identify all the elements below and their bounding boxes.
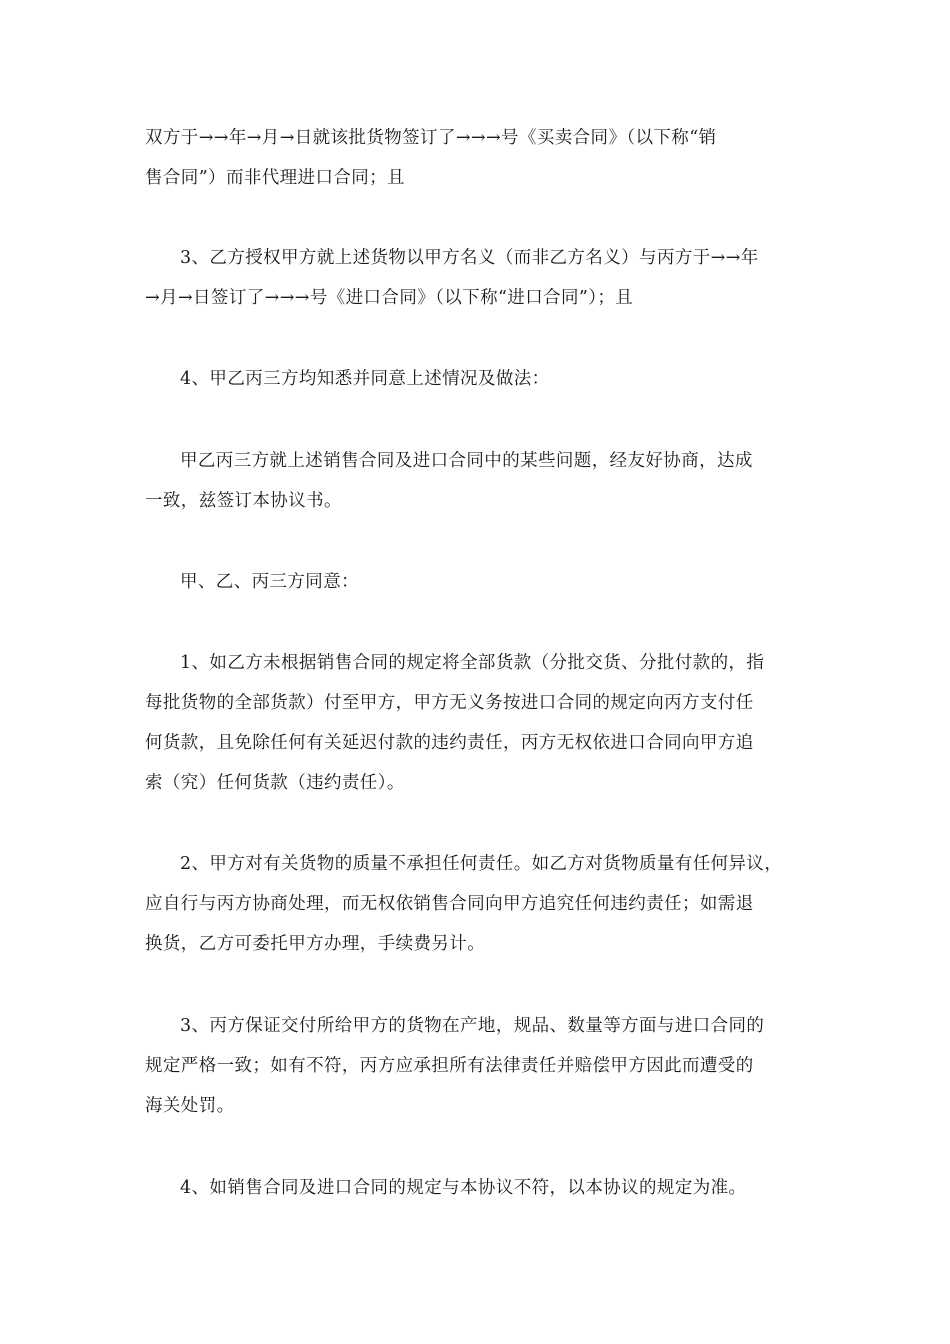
text-line: 双方于→→年→月→日就该批货物签订了→→→号《买卖合同》（以下称“销 <box>145 128 717 148</box>
paragraph-term-2 <box>145 844 815 964</box>
paragraph-term-4 <box>145 1168 815 1208</box>
text-line: 售合同”）而非代理进口合同；且 <box>145 168 405 188</box>
text-line: 甲乙丙三方就上述销售合同及进口合同中的某些问题，经友好协商，达成 <box>180 451 753 471</box>
text-line: 何货款，且免除任何有关延迟付款的违约责任，丙方无权依进口合同向甲方追 <box>145 733 754 753</box>
text-line: 海关处罚。 <box>145 1096 235 1116</box>
text-line: 每批货物的全部货款）付至甲方，甲方无义务按进口合同的规定向丙方支付任 <box>145 693 754 713</box>
text-line: 索（究）任何货款（违约责任）。 <box>145 773 405 793</box>
text-line: 换货，乙方可委托甲方办理，手续费另计。 <box>145 934 486 954</box>
paragraph-term-1 <box>145 643 815 803</box>
text-line: 2、甲方对有关货物的质量不承担任何责任。如乙方对货物质量有任何异议， <box>180 854 783 874</box>
paragraph-agreement-intro <box>145 441 815 521</box>
text-line: 1、如乙方未根据销售合同的规定将全部货款（分批交货、分批付款的，指 <box>180 653 765 673</box>
paragraph-term-3 <box>145 1006 815 1126</box>
text-line: 甲、乙、丙三方同意： <box>180 572 359 592</box>
text-line: 一致，兹签订本协议书。 <box>145 491 342 511</box>
paragraph-sales-contract <box>145 118 815 198</box>
text-line: →月→日签订了→→→号《进口合同》（以下称“进口合同”）；且 <box>145 288 634 308</box>
paragraph-clause-3-authorization <box>145 238 815 318</box>
paragraph-parties-agree <box>145 562 815 602</box>
text-line: 4、甲乙丙三方均知悉并同意上述情况及做法： <box>180 369 550 389</box>
text-line: 应自行与丙方协商处理，而无权依销售合同向甲方追究任何违约责任；如需退 <box>145 894 754 914</box>
text-line: 规定严格一致；如有不符，丙方应承担所有法律责任并赔偿甲方因此而遭受的 <box>145 1056 754 1076</box>
text-line: 3、丙方保证交付所给甲方的货物在产地，规品、数量等方面与进口合同的 <box>180 1016 765 1036</box>
paragraph-clause-4-consent <box>145 359 815 399</box>
text-line: 3、乙方授权甲方就上述货物以甲方名义（而非乙方名义）与丙方于→→年 <box>180 248 759 268</box>
text-line: 4、如销售合同及进口合同的规定与本协议不符，以本协议的规定为准。 <box>180 1178 747 1198</box>
